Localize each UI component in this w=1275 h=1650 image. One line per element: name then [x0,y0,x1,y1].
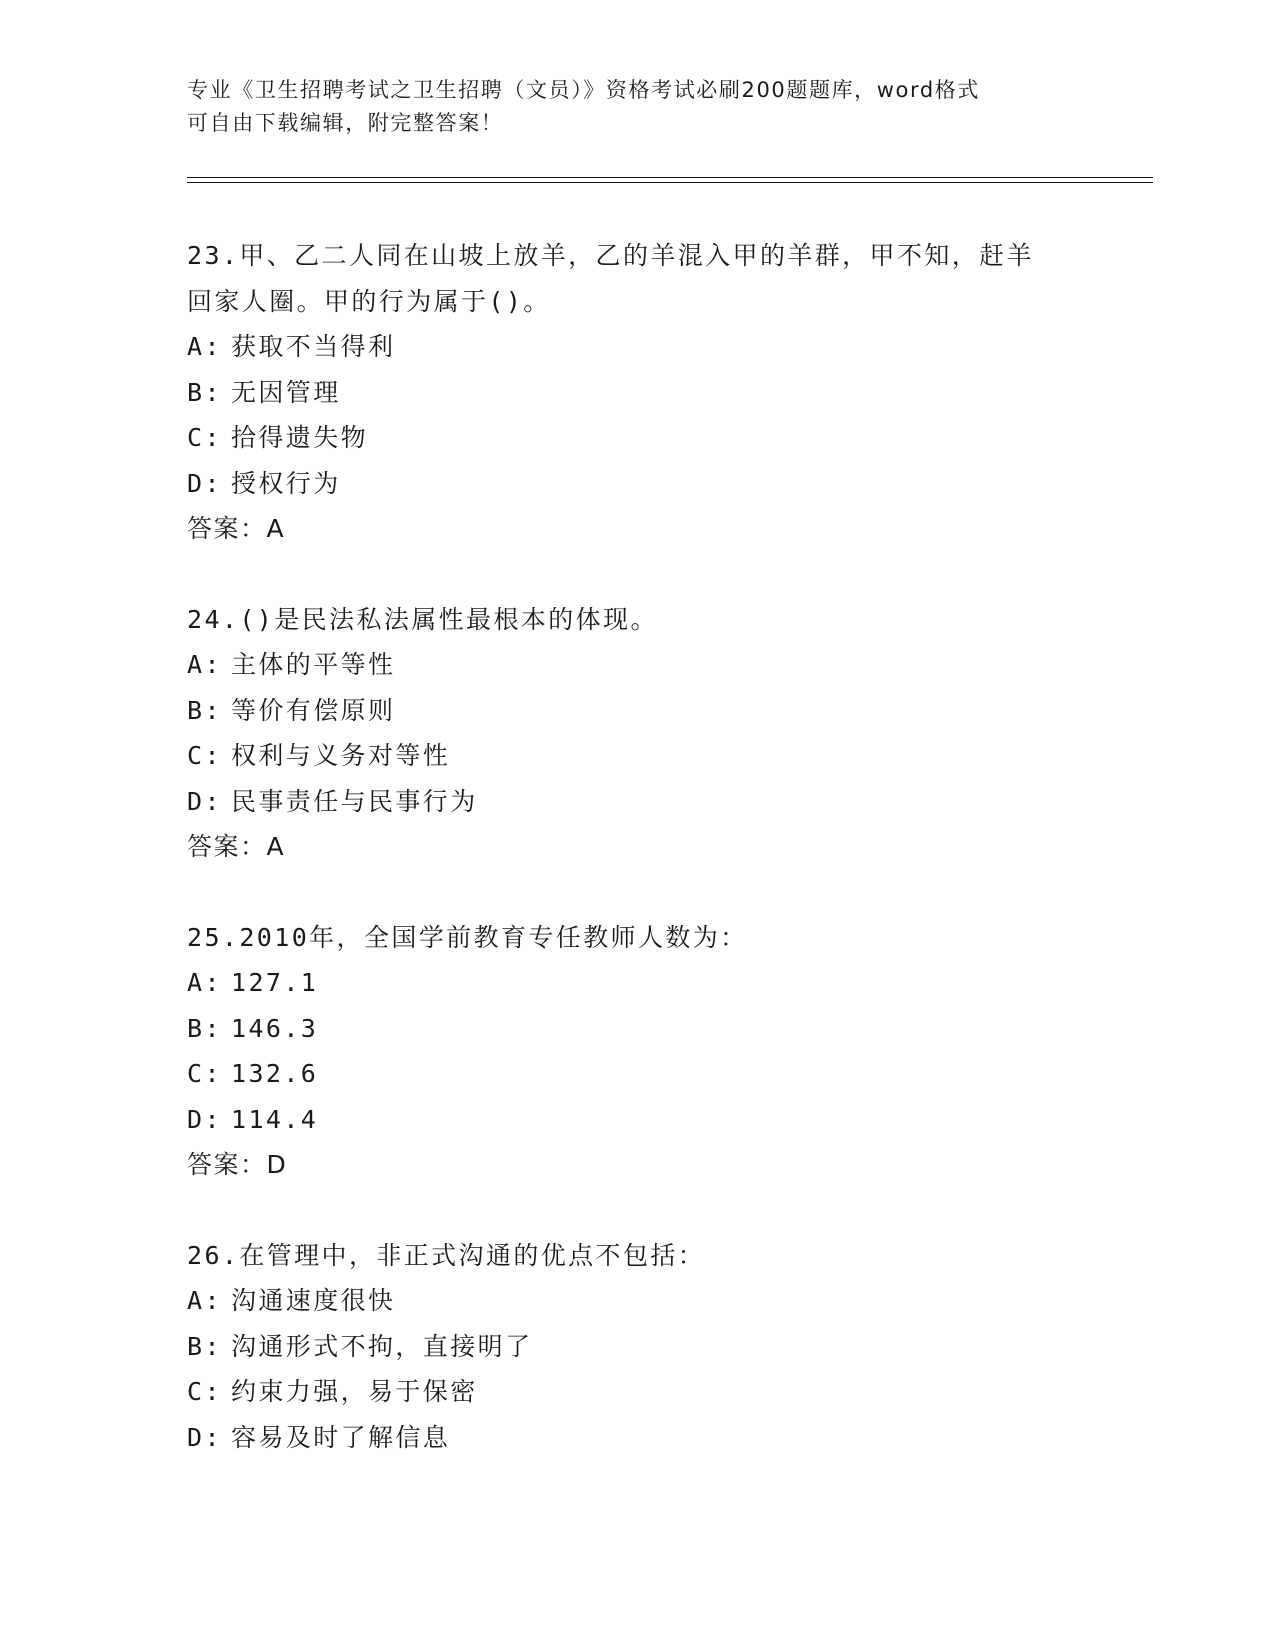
option-c [187,415,1147,461]
question-stem: 26.在管理中，非正式沟通的优点不包括： [187,1240,706,1270]
question-23 [187,233,1147,552]
option-text: 民事责任与民事行为 [231,786,478,816]
option-label: A: [187,1286,222,1315]
question-stem: 25.2010年，全国学前教育专任教师人数为： [187,922,748,952]
option-label: A: [187,968,222,997]
option-text: 获取不当得利 [231,332,396,361]
option-text: 授权行为 [231,468,341,498]
option-d [187,779,1147,825]
question-26 [187,1233,1147,1461]
option-text: 约束力强，易于保密 [231,1377,478,1406]
option-text: 132.6 [231,1059,319,1088]
option-text: 权利与义务对等性 [231,741,451,770]
header-line-2: 可自由下载编辑，附完整答案！ [187,111,504,135]
option-label: D: [187,786,222,816]
option-text: 拾得遗失物 [231,423,369,452]
option-text: 主体的平等性 [231,650,396,679]
question-24 [187,597,1147,870]
option-c [187,1369,1147,1415]
option-label: B: [187,695,222,725]
option-label: B: [187,377,222,407]
option-d [187,461,1147,507]
option-label: C: [187,1377,222,1406]
option-label: B: [187,1013,222,1043]
option-text: 127.1 [231,968,319,997]
answer-line: 答案：A [187,832,286,861]
option-d [187,1415,1147,1461]
question-stem: 回家人圈。甲的行为属于()。 [187,286,551,316]
option-text: 沟通形式不拘，直接明了 [231,1331,533,1361]
option-b [187,1324,1147,1370]
option-b [187,370,1147,416]
header-divider-bottom [187,182,1153,183]
answer-line: 答案：A [187,514,286,543]
option-label: D: [187,1104,222,1134]
option-text: 容易及时了解信息 [231,1422,451,1452]
option-text: 146.3 [231,1013,319,1043]
option-d [187,1097,1147,1143]
option-a [187,642,1147,688]
option-b [187,688,1147,734]
option-text: 等价有偿原则 [231,695,396,725]
option-c [187,1051,1147,1097]
answer-line: 答案：D [187,1150,288,1179]
option-a [187,960,1147,1006]
document-header [187,74,1087,140]
question-stem: 24.()是民法私法属性最根本的体现。 [187,604,658,634]
option-label: A: [187,650,222,679]
header-line-1: 专业《卫生招聘考试之卫生招聘（文员）》资格考试必刷200题题库，word格式 [187,78,980,102]
question-list [187,233,1147,1505]
option-label: C: [187,423,222,452]
option-text: 114.4 [231,1104,319,1134]
header-divider-top [187,177,1153,178]
option-label: D: [187,468,222,498]
option-label: C: [187,741,222,770]
question-25 [187,915,1147,1188]
option-label: C: [187,1059,222,1088]
option-a [187,324,1147,370]
option-text: 无因管理 [231,377,341,407]
question-stem: 23.甲、乙二人同在山坡上放羊，乙的羊混入甲的羊群，甲不知，赶羊 [187,241,1034,270]
option-text: 沟通速度很快 [231,1286,396,1315]
option-label: A: [187,332,222,361]
option-label: B: [187,1331,222,1361]
option-b [187,1006,1147,1052]
option-a [187,1278,1147,1324]
option-c [187,733,1147,779]
option-label: D: [187,1422,222,1452]
